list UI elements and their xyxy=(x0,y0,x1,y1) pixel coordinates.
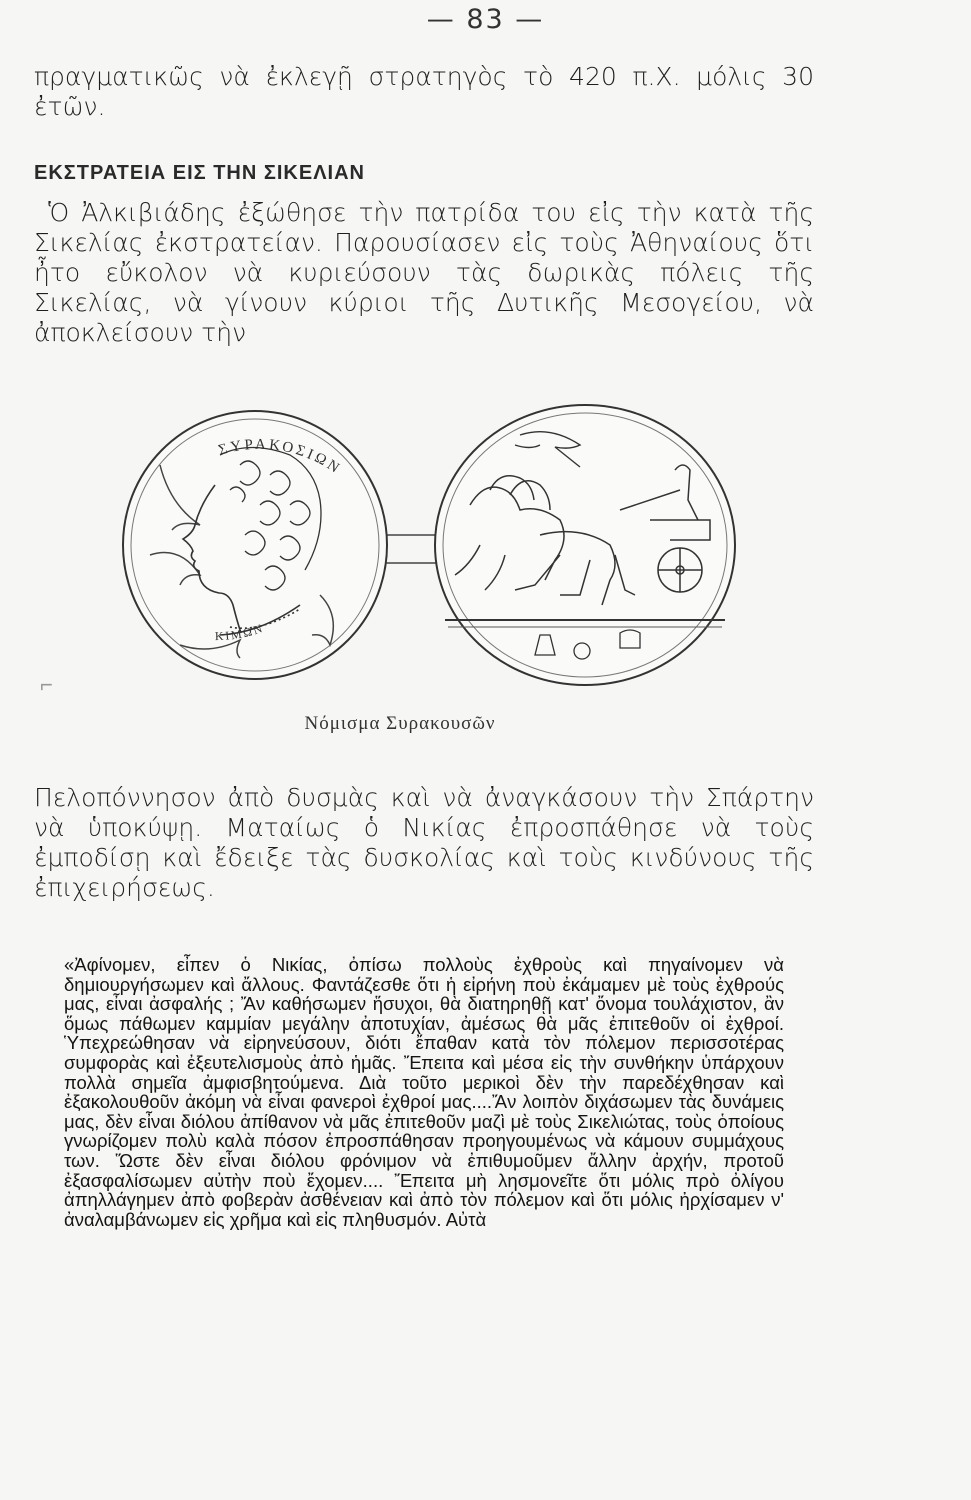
section-heading: ΕΚΣΤΡΑΤΕΙΑ ΕΙΣ ΤΗΝ ΣΙΚΕΛΙΑΝ xyxy=(34,162,365,184)
coin-obverse-inscription: ΣΥΡΑΚΟΣΙΩΝ xyxy=(216,436,345,479)
intro-paragraph: πραγματικῶς νὰ ἐκλεγῇ στρατηγὸς τὸ 420 π.Χ. μόλις 30 ἐτῶν. xyxy=(34,62,814,121)
paragraph-2: Πελοπόννησον ἀπὸ δυσμὰς καὶ νὰ ἀναγκάσουν τὴν Σπάρτην νὰ ὑποκύψῃ. Ματαίως ὁ Νικίας ἐπροσπάθησε νὰ τοὺς ἐμποδίσῃ καὶ ἔδειξε τὰς δυσκολίας καὶ τοὺς κινδύνους τῆς ἐπιχειρήσεως. xyxy=(34,783,814,902)
coin-obverse xyxy=(123,411,387,679)
nikias-quote: «Ἀφίνομεν, εἶπεν ὁ Νικίας, ὀπίσω πολλοὺς ἐχθροὺς καὶ πηγαίνομεν νὰ δημιουργήσωμεν καὶ ἄλλους. Φαντάζεσθε ὅτι ἡ εἰρήνη ποὺ ἐκάμαμεν μὲ τοὺς ἐχθρούς μας, εἶναι ἀσφαλής ; Ἄν καθήσωμεν ἥσυχοι, θὰ διατηρηθῇ κατ' ὄνομα τουλάχιστον, ἂν ὅμως πάθωμεν καμμίαν μεγάλην ἀποτυχίαν, ἀμέσως θὰ μᾶς ἐπιτεθοῦν οἱ ἐχθροί. Ὑπεχρεώθησαν νὰ εἰρηνεύσουν, διότι ἔπαθαν κατὰ τὸν πόλεμον περισσοτέρας συμφορὰς καὶ ἐξευτελισμοὺς ἀπὸ ἡμᾶς. Ἔπειτα καὶ μέσα εἰς τὴν συνθήκην ὑπάρχουν πολλὰ σημεῖα ἀμφισβητούμενα. Διὰ τοῦτο μερικοὶ δὲν τὴν παρεδέχθησαν καὶ ἐξακολουθοῦν ἀκόμη νὰ εἶναι φανεροὶ ἐχθροί μας....Ἄν λοιπὸν διχάσωμεν τὰς δυνάμεις μας, δὲν εἶναι διόλου ἀπίθανον νὰ μᾶς ἐπιτεθοῦν μαζὶ μὲ τοὺς Σικελιώτας, τοὺς ὁποίους γνωρίζομεν πολὺ καλὰ πόσον ἐπροσπάθησαν προηγουμένως νὰ κάμουν συμμάχους των. Ὥστε δὲν εἶναι διόλου φρόνιμον νὰ ἐπιθυμοῦμεν ἄλλην ἀρχήν, προτοῦ ἐξασφαλίσωμεν αὐτὴν ποὺ ἔχομεν.... Ἔπειτα μὴ λησμονεῖτε ὅτι μόλις πρὸ ὀλίγου ἀπηλλάγημεν ἀπὸ φοβερὰν ἀσθένειαν καὶ ἀπὸ τὸν πόλεμον καὶ ὅτι μόλις ἠρχίσαμεν ν' ἀναλαμβάνωμεν εἰς χρῆμα καὶ εἰς πληθυσμόν. Αὐτὰ xyxy=(64,954,784,1230)
page-number: — 83 — xyxy=(426,4,545,35)
coin-illustration xyxy=(120,395,780,715)
figure-caption: Νόμισμα Συρακουσῶν xyxy=(304,713,496,734)
paragraph-1: Ὁ Ἀλκιβιάδης ἐξώθησε τὴν πατρίδα του εἰς τὴν κατὰ τῆς Σικελίας ἐκστρατείαν. Παρουσίασεν εἰς τοὺς Ἀθηναίους ὅτι ἦτο εὔκολον νὰ κυριεύσουν τὰς δωρικὰς πόλεις τῆς Σικελίας, νὰ γίνουν κύριοι τῆς Δυτικῆς Μεσογείου, νὰ ἀποκλείσουν τὴν xyxy=(34,198,814,347)
coin-signature: ΚΙΜΩΝ xyxy=(214,620,266,644)
coin-reverse xyxy=(435,405,735,685)
stray-mark: ⌐ xyxy=(40,672,53,697)
coin-figure xyxy=(120,395,780,715)
